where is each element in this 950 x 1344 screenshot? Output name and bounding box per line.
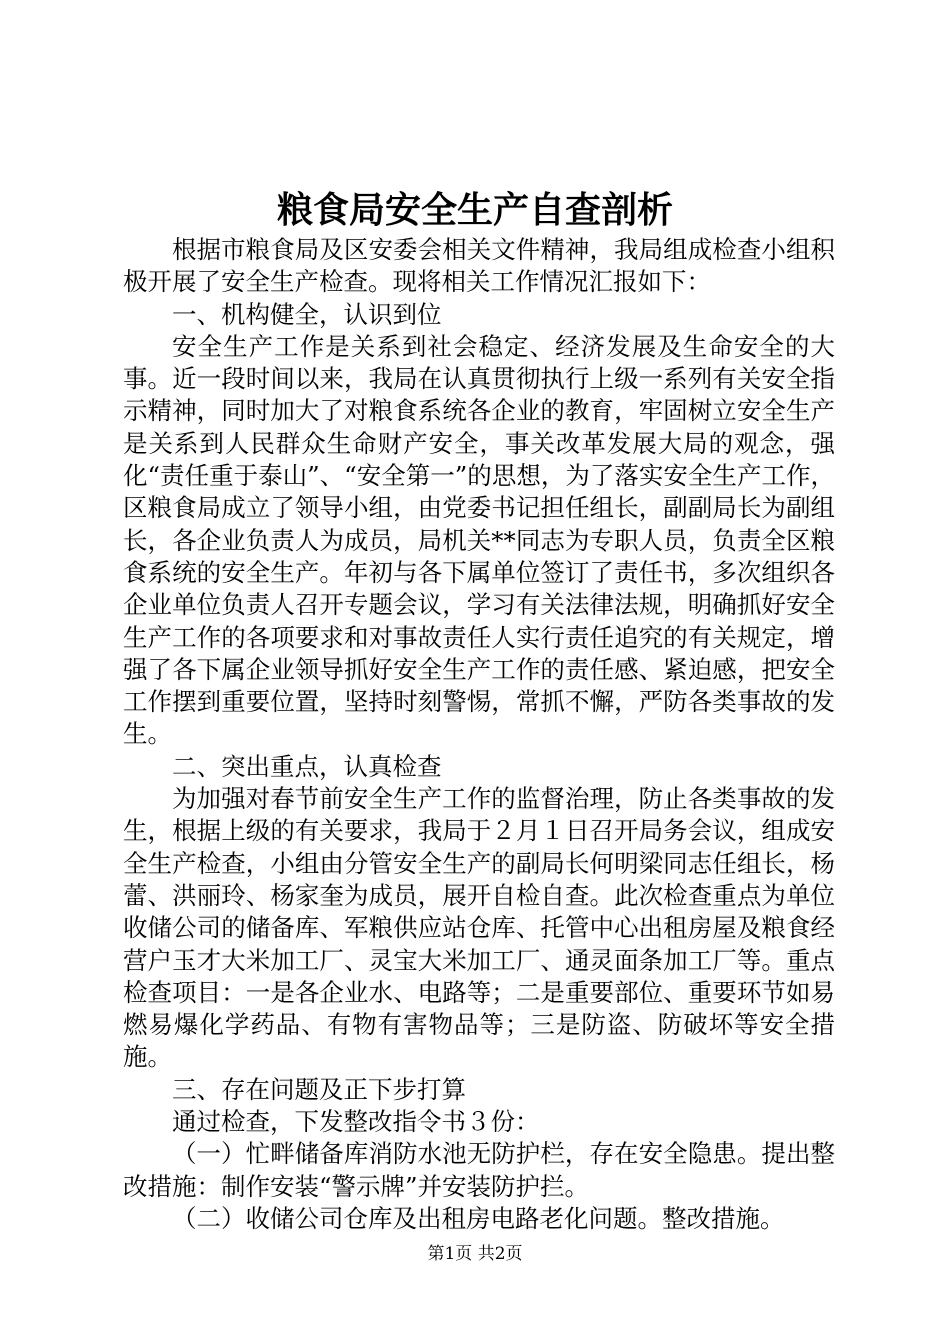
section-heading-2: 二、突出重点，认真检查 — [172, 751, 442, 781]
section-heading-1: 一、机构健全，认识到位 — [172, 299, 442, 329]
paragraph-item-2: （二）收储公司仓库及出租房电路老化问题。整改措施。 — [172, 1203, 785, 1233]
section-heading-3: 三、存在问题及正下步打算 — [172, 1074, 466, 1104]
paragraph-item-1: （一）忙畔储备库消防水池无防护栏，存在安全隐患。提出整改措施：制作安装“警示牌”并安装防护拦。 — [123, 1139, 835, 1201]
document-title: 粮食局安全生产自查剖析 — [276, 189, 673, 231]
document-body — [123, 234, 835, 1235]
page-number-footer: 第1页 共2页 — [427, 1244, 523, 1264]
paragraph-section-1: 安全生产工作是关系到社会稳定、经济发展及生命安全的大事。近一段时间以来，我局在认真贯彻执行上级一系列有关安全指示精神，同时加大了对粮食系统各企业的教育，牢固树立安全生产是关系到人民群众生命财产安全，事关改革发展大局的观念，强化“责任重于泰山”、“安全第一”的思想，为了落实安全生产工作，区粮食局成立了领导小组，由党委书记担任组长，副副局长为副组长，各企业负责人为成员，局机关**同志为专职人员，负责全区粮食系统的安全生产。年初与各下属单位签订了责任书，多次组织各企业单位负责人召开专题会议，学习有关法律法规，明确抓好安全生产工作的各项要求和对事故责任人实行责任追究的有关规定，增强了各下属企业领导抓好安全生产工作的责任感、紧迫感，把安全工作摆到重要位置，坚持时刻警惕，常抓不懈，严防各类事故的发生。 — [123, 331, 835, 749]
paragraph-rectification-count: 通过检查，下发整改指令书３份： — [172, 1107, 540, 1137]
paragraph-intro: 根据市粮食局及区安委会相关文件精神，我局组成检查小组积极开展了安全生产检查。现将相关工作情况汇报如下： — [123, 235, 835, 297]
paragraph-section-2: 为加强对春节前安全生产工作的监督治理，防止各类事故的发生，根据上级的有关要求，我局于２月１日召开局务会议，组成安全生产检查，小组由分管安全生产的副局长何明梁同志任组长，杨蕾、洪丽玲、杨家奎为成员，展开自检自查。此次检查重点为单位收储公司的储备库、军粮供应站仓库、托管中心出租房屋及粮食经营户玉才大米加工厂、灵宝大米加工厂、通灵面条加工厂等。重点检查项目：一是各企业水、电路等；二是重要部位、重要环节如易燃易爆化学药品、有物有害物品等；三是防盗、防破坏等安全措施。 — [123, 784, 835, 1072]
